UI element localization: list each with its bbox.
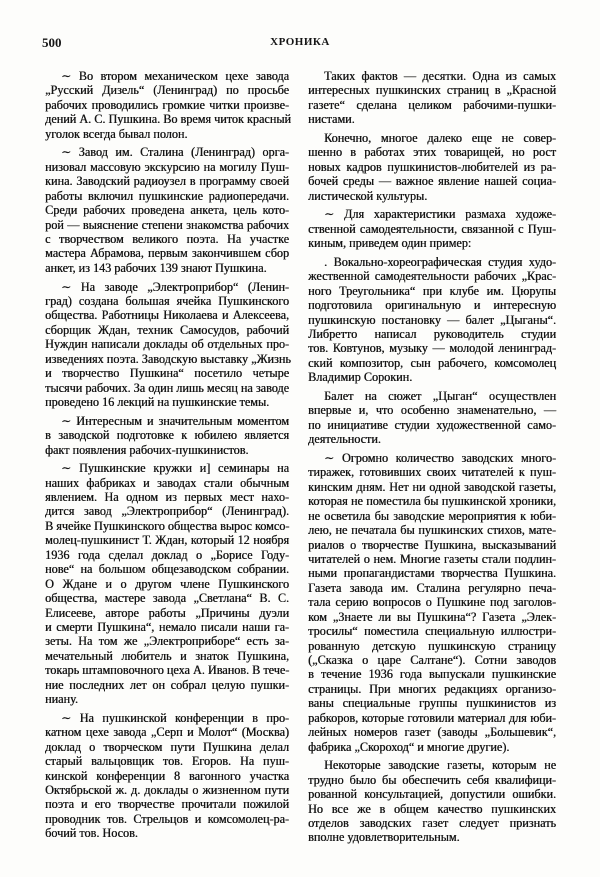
paragraph: [45, 280, 289, 410]
text-line: Таких фактов — десятки. Одна из самых: [324, 69, 556, 83]
text-line: интересных пушкинских страниц в „Красной: [308, 83, 556, 98]
text-line: рованной консультацией, допустили ошибки.: [308, 787, 556, 802]
text-line: рой — выяснение степени знакомства рабочих: [45, 217, 289, 232]
text-line: ∼ На пушкинской конференции в про-: [61, 710, 289, 725]
text-line: дится завод „Электроприбор“ (Ленинград).: [45, 504, 289, 519]
text-line: трудно было бы обеспечить себя квалифици-: [308, 772, 556, 787]
text-line: рованную детскую пушкинскую страницу: [308, 638, 556, 653]
text-line: лею, не печатала бы пушкинских стихов, мате-: [308, 523, 556, 538]
text-line: О Ждане и о другом члене Пушкинского: [45, 576, 289, 591]
running-head: ХРОНИКА: [270, 36, 330, 48]
text-line: ∼ Пушкинские кружки и] семинары на: [61, 461, 289, 476]
paragraph: [45, 414, 289, 457]
text-line: В ячейке Пушкинского общества вырос комсо-: [45, 518, 290, 533]
text-line: мечательный любитель и знаток Пушкина,: [45, 648, 289, 663]
text-line: град) создана большая ячейка Пушкинского: [45, 293, 289, 308]
text-line: лейных номеров газет (заводы „Большевик“,: [308, 725, 556, 740]
text-line: страницы. При многих редакциях организо-: [308, 681, 556, 696]
text-line: уголок всегда бывал полон.: [45, 126, 188, 141]
paragraph: [45, 145, 289, 275]
text-line: подготовила оригинальную и интересную: [308, 298, 556, 313]
text-line: ваны специальные группы пушкинистов из: [308, 696, 556, 711]
paragraph: [308, 758, 556, 845]
text-line: отделов заводских газет следует признать: [308, 816, 556, 830]
text-line: тиражек, готовивших своих читателей к пуш-: [308, 465, 556, 480]
text-line: ными пропагандистами творчества Пушкина.: [308, 566, 556, 581]
text-line: поэта и его творчестве прочитали пожилой: [45, 797, 289, 812]
paragraph: [308, 255, 556, 385]
text-line: ∼ Во втором механическом цехе завода: [61, 69, 289, 83]
right-column: [308, 69, 556, 849]
paragraph: [45, 69, 289, 141]
text-line: доклад о творческом пути Пушкина делал: [45, 739, 289, 754]
text-line: токарь штамповочного цеха А. Иванов. В тече-: [45, 663, 290, 678]
paragraph: [308, 451, 556, 754]
text-line: Балет на сюжет „Цыган“ осуществлен: [324, 388, 556, 403]
page-number: 500: [42, 35, 62, 50]
text-line: тысячи рабочих. За один лишь месяц на заводе: [45, 380, 289, 395]
text-line: ного Треугольника“ при клубе им. Цюрупы: [308, 283, 556, 298]
text-line: шенно в работах этих товарищей, но рост: [308, 145, 556, 160]
text-line: деятельности.: [308, 432, 381, 447]
paragraph: [308, 69, 556, 127]
text-line: общества, мастере завода „Светлана“ В. С.: [45, 591, 289, 606]
text-line: и смерти Пушкина“, немало писали наши га-: [45, 619, 289, 634]
text-line: . Вокально-хореографическая студия худо-: [324, 254, 556, 269]
text-line: кинской конференции 8 вагонного участка: [45, 768, 289, 783]
text-line: Елисееве, авторе работы „Причины дуэли: [45, 605, 289, 620]
text-line: впервые и, что особенно знаменательно, —: [308, 403, 556, 418]
text-line: проведено 16 лекций на пушкинские темы.: [45, 395, 270, 409]
text-line: ∼ Огромно количество заводских много-: [324, 450, 556, 465]
text-line: наших фабриках и заводах стали обычным: [45, 475, 289, 490]
text-line: („Сказка о царе Салтане“). Сотни заводов: [308, 653, 556, 667]
text-line: тов. Ковтунов, музыку — молодой ленинград-: [308, 341, 556, 356]
text-line: ниану.: [45, 692, 78, 707]
text-line: не осветила бы заводские мероприятия к юби-: [308, 508, 556, 523]
text-line: дений А. С. Пушкина. Во время читок красный: [45, 112, 291, 127]
text-line: новых кадров пушкинистов-любителей из ра-: [308, 159, 556, 174]
text-line: нистами.: [308, 112, 355, 127]
text-line: кина. Заводский радиоузел в программу своей: [45, 174, 289, 189]
text-line: киным, приведем один пример:: [308, 236, 472, 251]
text-line: Но все же в общем качество пушкинских: [308, 801, 556, 816]
text-line: ский композитор, сын рабочего, комсомолец: [308, 355, 556, 370]
text-line: ние последних лет он собрал целую пушки-: [45, 677, 289, 692]
text-line: ственной самодеятельности, связанной с Пуш-: [308, 221, 556, 236]
text-line: кинским дням. Нет ни одной заводской газеты,: [308, 479, 556, 494]
text-line: Либретто написал руководитель студии: [308, 327, 556, 341]
text-line: ком „Знаете ли вы Пушкина“? Газета „Элек-: [308, 609, 556, 624]
text-line: „Русский Дизель“ (Ленинград) по просьбе: [45, 83, 289, 98]
text-line: в течение 1936 года выпускали пушкинские: [308, 667, 556, 682]
text-line: 1936 года сделал доклад о „Борисе Году-: [45, 547, 289, 562]
text-line: нове“ на большом общезаводском собрании.: [45, 562, 289, 577]
text-line: изведениях поэта. Заводскую выставку „Жизнь: [45, 351, 291, 366]
text-line: Газета завода им. Сталина регулярно печа-: [308, 580, 556, 595]
text-line: зеты. На том же „Электроприборе“ есть за-: [45, 634, 289, 649]
text-line: Среди рабочих проведена анкета, цель кото-: [45, 203, 289, 218]
text-line: ∼ Интересным и значительным моментом: [61, 413, 289, 428]
text-line: и творчество Пушкина“ посетило четыре: [45, 366, 289, 381]
left-column: [45, 69, 289, 845]
text-line: ∼ На заводе „Электроприбор“ (Ленин-: [61, 279, 289, 294]
paragraph: [308, 131, 556, 203]
text-line: явлением. На одном из первых мест нахо-: [45, 490, 289, 504]
text-line: молец-пушкинист Т. Ждан, который 12 ноября: [45, 533, 289, 548]
text-line: Октябрьской ж. д. доклады о жизненном пути: [45, 782, 289, 797]
text-line: Нуждин написали доклады об отдельных про-: [45, 337, 289, 352]
text-line: рабкоров, которые готовили материал для юби-: [308, 710, 556, 725]
text-line: катном цехе завода „Серп и Молот“ (Москва): [45, 725, 289, 740]
text-line: работы включил пушкинские радиопередачи.: [45, 188, 289, 203]
text-line: читателей о нем. Многие газеты стали подлин-: [308, 551, 556, 566]
text-line: бочий тов. Носов.: [45, 826, 138, 841]
paragraph: [45, 461, 289, 706]
text-line: тросилы“ поместила специальную иллюстри-: [308, 624, 556, 639]
text-line: Владимир Сорокин.: [308, 370, 413, 385]
text-line: рабочих проводились громкие читки произве-: [45, 97, 289, 112]
text-line: бочей среды — важное явление нашей социа-: [308, 174, 556, 189]
text-line: фабрика „Скороход“ и многие другие).: [308, 739, 510, 754]
text-line: старый вальцовщик тов. Егоров. На пуш-: [45, 754, 289, 769]
text-line: риалов о творчестве Пушкина, высказываний: [308, 537, 556, 552]
text-line: по инициативе студии художественной само-: [308, 417, 556, 432]
text-line: вполне удовлетворительным.: [308, 830, 460, 845]
paragraph: [308, 207, 556, 250]
paragraph: [45, 711, 289, 841]
text-line: листической культуры.: [308, 188, 428, 203]
text-line: с творчеством великого поэта. На участке: [45, 232, 289, 246]
text-line: общества. Работницы Николаева и Алексеева,: [45, 308, 289, 323]
text-line: в заводской подготовке к юбилею является: [45, 428, 289, 443]
text-line: факт появления рабочих-пушкинистов.: [45, 442, 249, 457]
text-line: газете“ сделана целиком рабочими-пушки-: [308, 97, 556, 112]
text-line: пушкинскую постановку — балет „Цыганы“.: [308, 312, 556, 327]
text-line: низовал массовую экскурсию на могилу Пуш-: [45, 159, 289, 174]
text-line: проводник тов. Стрельцов и комсомолец-ра-: [45, 811, 289, 826]
text-line: анкет, из 143 рабочих 139 знают Пушкина.: [45, 260, 267, 275]
text-line: которая не поместила бы пушкинской хроники,: [308, 494, 556, 509]
text-line: мастера Абрамова, первым закончившем сбор: [45, 246, 289, 261]
paragraph: [308, 389, 556, 447]
text-line: Некоторые заводские газеты, которым не: [324, 758, 556, 773]
text-line: ∼ Завод им. Сталина (Ленинград) орга-: [61, 145, 289, 160]
text-line: жественной самодеятельности рабочих „Крас-: [308, 269, 556, 284]
text-line: тала серию вопросов о Пушкине под заголов-: [308, 595, 556, 610]
text-line: сборщик Ждан, техник Самосудов, рабочий: [45, 322, 289, 337]
text-line: Конечно, многое далеко еще не совер-: [324, 130, 556, 145]
text-line: ∼ Для характеристики размаха художе-: [324, 207, 556, 222]
